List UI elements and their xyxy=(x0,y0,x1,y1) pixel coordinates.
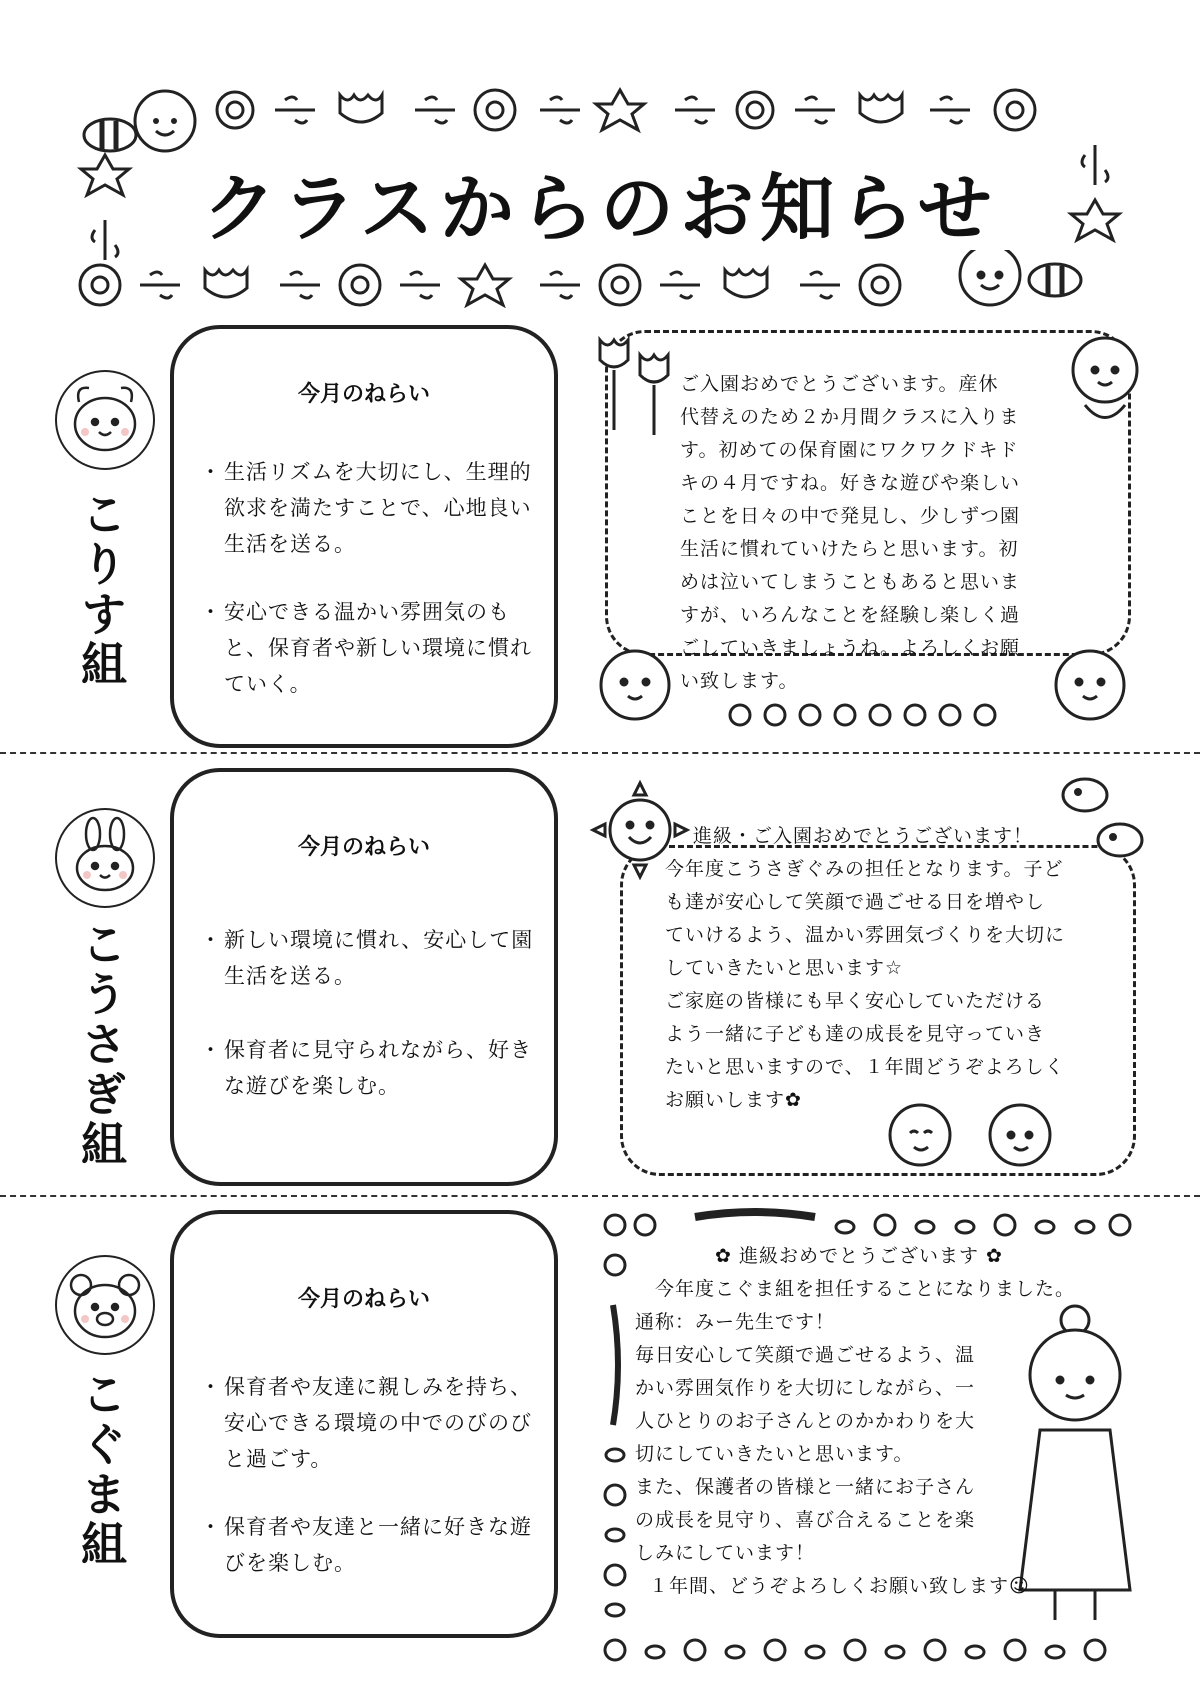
children-and-flowers-illustration xyxy=(590,640,1150,754)
message-text: ご入園おめでとうございます。産休 代替えのため２か月間クラスに入りま す。初めての保育園にワクワクドキド キの４月ですね。好きな遊びや楽しい ことを日々の中で発見し、少しずつ園 生活に慣れていけたらと思います。初 めは泣いてしまうこともあると思いま すが、いろんなことを経験し楽しく過 ごしていきましょうね。よろしくお願 い致します。 xyxy=(680,373,1021,692)
flower-icon xyxy=(461,265,509,305)
flower-icon xyxy=(475,90,515,130)
goal-item: ・ 新しい環境に慣れ、安心して園生活を送る。 xyxy=(200,928,534,988)
goal-title: 今月のねらい xyxy=(297,835,430,860)
flower-icon xyxy=(1071,200,1119,240)
message-text: 進級・ご入園おめでとうございます！ 今年度こうさぎぐみの担任となります。子ど も達が安心して笑顔で過ごせる日を増やし ていけるよう、温かい雰囲気づくりを大切に していきたいと思います☆ ご家庭の皆様にも早く安心していただける よう一緒に子ども達の成長を見守っていき たいと思いますので、１年間どうぞよろしく お願いします✿ xyxy=(665,825,1066,1111)
goal-box xyxy=(170,1210,558,1638)
leaf-border-left xyxy=(595,1245,635,1629)
tulip-icon xyxy=(860,95,902,122)
section-divider xyxy=(0,752,1200,754)
goal-item: ・ 生活リズムを大切にし、生理的欲求を満たすことで、心地良い生活を送る。 xyxy=(200,460,532,556)
bear-face-icon xyxy=(55,1255,155,1355)
flower-icon xyxy=(217,92,253,128)
flower-icon xyxy=(860,265,900,305)
goal-item: ・ 安心できる温かい雰囲気のもと、保育者や新しい環境に慣れていく。 xyxy=(200,600,532,696)
flower-icon xyxy=(340,265,380,305)
flower-icon xyxy=(596,90,644,130)
goal-item: ・ 保育者や友達と一緒に好きな遊びを楽しむ。 xyxy=(200,1515,532,1575)
page-title: クラスからのお知らせ xyxy=(202,166,998,252)
class-name: こうさぎ組 xyxy=(74,920,128,1170)
bee-icon xyxy=(84,91,195,151)
flower-icon xyxy=(81,155,129,195)
goal-title: 今月のねらい xyxy=(297,1287,430,1312)
message-text: ✿ 進級おめでとうございます ✿ 今年度こぐま組を担任することになりました。 通称：みー先生です！ 毎日安心して笑顔で過ごせるよう、温 かい雰囲気作りを大切にしながら、一 人ひとりのお子さんとのかかわりを大 切にしていきたいと思います。 また、保護者の皆様と一緒にお子さん の成長を見守り、喜び合えることを楽 しみにしています！ １年間、どうぞよろしくお願い致します☺ xyxy=(635,1245,1076,1597)
rabbit-face-icon xyxy=(55,808,155,908)
tulip-icon xyxy=(205,270,247,297)
flower-icon xyxy=(80,265,120,305)
goal-item: ・ 保育者や友達に親しみを持ち、安心できる環境の中でのびのびと過ごす。 xyxy=(200,1375,532,1471)
header-decoration-bottom xyxy=(70,250,1130,320)
tulip-icon xyxy=(590,330,690,444)
class-name: こぐま組 xyxy=(74,1370,128,1570)
class-name: こりす組 xyxy=(74,490,128,690)
squirrel-face-icon xyxy=(55,370,155,470)
header-decoration-top xyxy=(70,85,1130,155)
bee-icon xyxy=(960,250,1081,305)
leaf-border-bottom xyxy=(595,1630,1135,1674)
goal-box xyxy=(170,768,558,1186)
goal-item: ・ 保育者に見守られながら、好きな遊びを楽しむ。 xyxy=(200,1038,532,1098)
child-face-icon xyxy=(1060,330,1150,434)
tulip-icon xyxy=(725,270,767,297)
side-decoration-right xyxy=(1060,140,1130,264)
goal-box xyxy=(170,325,558,748)
flower-icon xyxy=(600,265,640,305)
section-divider xyxy=(0,1195,1200,1197)
flower-icon xyxy=(995,90,1035,130)
goal-title: 今月のねらい xyxy=(297,382,430,407)
children-illustration xyxy=(880,1095,1080,1189)
tulip-icon xyxy=(340,95,382,122)
bird-icon xyxy=(1050,770,1160,874)
flower-icon xyxy=(737,92,773,128)
